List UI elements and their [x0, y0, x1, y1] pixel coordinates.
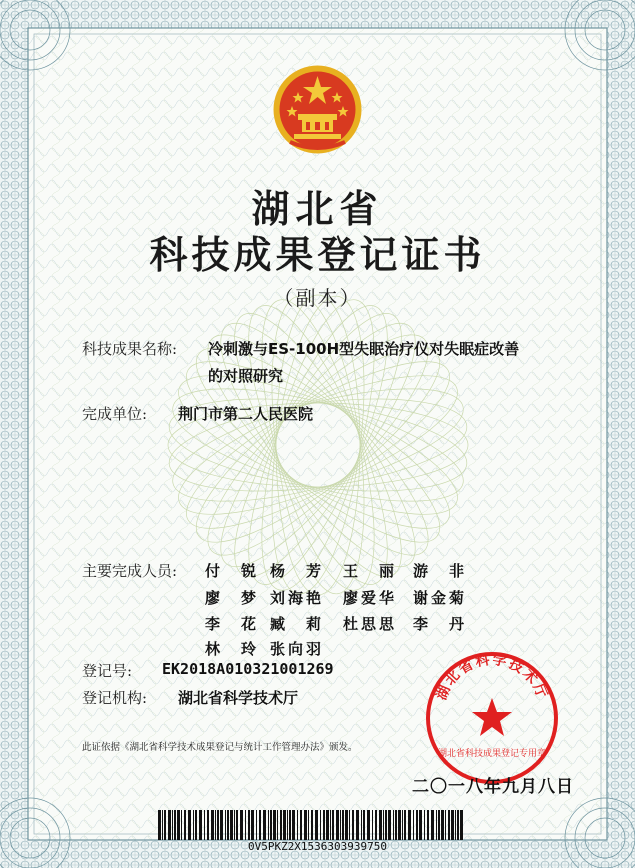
- people-label: 主要完成人员:: [82, 562, 178, 580]
- team-member-name: 付 锐: [205, 562, 260, 580]
- official-seal-icon: [422, 648, 562, 788]
- national-emblem-icon: [270, 62, 365, 157]
- team-member-name: 廖爱华: [343, 589, 398, 607]
- copy-label: （副本）: [273, 286, 362, 310]
- certificate-title-province: 湖北省: [251, 187, 384, 231]
- team-member-name: 谢金菊: [413, 589, 468, 607]
- team-member-name: 游 非: [413, 562, 468, 580]
- unit-label: 完成单位:: [82, 405, 148, 423]
- team-member-name: 张向羽: [270, 640, 325, 658]
- issuance-note: 此证依据《湖北省科学技术成果登记与统计工作管理办法》颁发。: [82, 742, 358, 753]
- certificate-title: 科技成果登记证书: [149, 233, 486, 277]
- registration-number-value: EK2018A01032100126​9: [162, 660, 334, 678]
- achievement-name-label: 科技成果名称:: [82, 340, 178, 358]
- team-member-name: 廖 梦: [205, 589, 260, 607]
- svg-text:湖北省科学技术厅: 湖北省科学技术厅: [433, 651, 551, 703]
- team-member-name: 李 花: [205, 615, 260, 633]
- team-member-name: 李 丹: [413, 615, 468, 633]
- issue-date: 二〇一八年九月八日: [412, 777, 574, 797]
- team-member-name: 杜思思: [343, 615, 398, 633]
- registration-number-label: 登记号:: [82, 662, 133, 680]
- registration-agency-label: 登记机构:: [82, 689, 148, 707]
- team-member-name: 臧 莉: [270, 615, 325, 633]
- barcode-number: 0V5PKZ2X1536303939750: [247, 840, 388, 853]
- registration-agency-value: 湖北省科学技术厅: [178, 689, 299, 707]
- unit-value: 荆门市第二人民医院: [178, 405, 314, 423]
- team-member-name: 林 玲: [205, 640, 260, 658]
- team-member-name: 杨 芳: [270, 562, 325, 580]
- svg-text:湖北省科技成果登记专用章: 湖北省科技成果登记专用章: [437, 749, 547, 759]
- barcode-icon: [158, 810, 466, 844]
- team-member-name: 刘海艳: [270, 589, 325, 607]
- achievement-name-value-line2: 的对照研究: [208, 367, 284, 385]
- achievement-name-value-line1: 冷刺激与ES-100H型失眠治疗仪对失眠症改善: [208, 340, 520, 358]
- team-member-name: 王 丽: [343, 562, 398, 580]
